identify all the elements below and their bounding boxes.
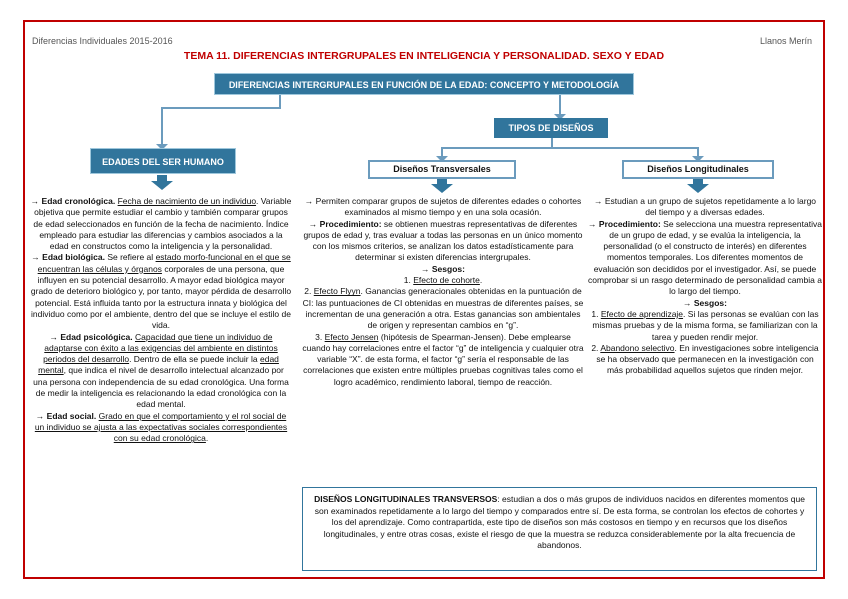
- arrow-icon: →: [421, 263, 430, 274]
- sesgo-abandono: 2. Abandono selectivo. En investigaciones sobre inteligencia se ha observado que permanecen en la investigación con más probabilidad aquellos sujetos que rinden mejor.: [591, 342, 819, 376]
- transversales-sesgos: → Sesgos:: [421, 263, 465, 274]
- edad-psicologica: → Edad psicológica. Capacidad que tiene un individuo de adaptarse con éxito a las exigencias del ambiente en distintos periodos del desarrollo. Dentro de ella se puede incluir la edad mental, que indica el nivel de desarrollo intelectual alcanzado por una persona con independencia de su edad cronológica. Una forma de medir la inteligencia es relacionando la edad cronológica con la edad mental.: [33, 331, 289, 410]
- edad-biologica: → Edad biológica. Se refiere al estado morfo-funcional en el que se encuentran las células y órganos corporales de una persona, que influyen en su potencial desarrollo. A mayor edad biológica mayor grado de deterioro biológico y, por tanto, mayor pérdida de desarrollo potencial. Está influida tanto por la estructura innata y biológica del individuo como por el ambiente, dentro del que se incluye el estilo de vida.: [30, 252, 292, 331]
- sesgo-aprendizaje: 1. Efecto de aprendizaje. Si las personas se evalúan con las mismas pruebas y de la misma forma, se familiarizan con la tarea y pueden rendir mejor.: [591, 308, 819, 342]
- header-course: Diferencias Individuales 2015-2016: [32, 36, 173, 46]
- transversales-column: [302, 196, 584, 388]
- top-concept-box: DIFERENCIAS INTERGRUPALES EN FUNCIÓN DE LA EDAD: CONCEPTO Y METODOLOGÍA: [214, 73, 634, 95]
- longitudinales-transversos-box: DISEÑOS LONGITUDINALES TRANSVERSOS: estudian a dos o más grupos de individuos nacidos en diferentes momentos que son examinados repetidamente a lo largo del tiempo y comparados entre sí. De esta forma, se controlan los efectos de cohortes y los del aprendizaje. Como contrapartida, este tipo de diseños son más costosos en tiempo y en recursos que los diseños longitudinales, y entre otras cosas, existe el riesgo de que la muestra se reduzca considerablemente por la alta frecuencia de abandonos.: [302, 487, 817, 571]
- transversales-box: Diseños Transversales: [368, 160, 516, 179]
- arrow-icon: →: [35, 410, 45, 421]
- edades-column: [30, 196, 292, 445]
- longitudinales-procedimiento: → Procedimiento: Se selecciona una muestra representativa de un grupo de edad, y se evalúa la inteligencia, la personalidad (o el constructo de interés) en diferentes momentos temporales. Los diferentes momentos de evaluación son decididos por el investigador. Así, se puede comprobar si un rasgo determinado de personalidad cambia a lo largo del tiempo.: [588, 218, 822, 297]
- longitudinales-box: Diseños Longitudinales: [622, 160, 774, 179]
- longitudinales-intro: → Estudian a un grupo de sujetos repetidamente a lo largo del tiempo y a diversas edades.: [593, 196, 817, 218]
- sesgo-flyyn: 2. Efecto Flyyn. Ganancias generacionales obtenidas en la puntuación de CI: las puntuaciones de CI obtenidas en muestras de diferentes países, se incrementan de una generación a otra. Estas ganancias son ambientales de origen y representan cambios en “g”.: [302, 286, 584, 331]
- longitudinales-sesgos: → Sesgos:: [683, 297, 727, 308]
- longitudinales-column: [588, 196, 822, 377]
- arrow-icon: →: [683, 297, 692, 308]
- edad-social: → Edad social. Grado en que el comportamiento y el rol social de un individuo se ajusta a las expectativas sociales correspondientes con su edad cronológica.: [34, 410, 288, 444]
- arrow-icon: →: [30, 196, 40, 206]
- arrow-icon: →: [304, 196, 314, 206]
- transversales-procedimiento: → Procedimiento: se obtienen muestras representativas de diferentes grupos de edad y, tras evaluar a todas las personas en un único momento con los mismos criterios, se analizan los datos estadísticamente para determinar si existen diferencias intergrupales.: [303, 218, 583, 263]
- edad-cronologica: → Edad cronológica. Fecha de nacimiento de un individuo. Variable objetiva que permite estudiar el cambio y también comparar grupos de edad seleccionados en función de la fecha de nacimiento. Índice empleado para estudiar las diferencias y cambios asociados a la edad en constructos como la inteligencia y la personalidad.: [30, 196, 292, 252]
- transversales-intro: → Permiten comparar grupos de sujetos de diferentes edades o cohortes examinados al mismo tiempo y en una sola ocasión.: [304, 196, 582, 218]
- arrow-icon: →: [31, 252, 40, 263]
- tipos-disenos-box: TIPOS DE DISEÑOS: [494, 118, 608, 138]
- sesgo-jensen: 3. Efecto Jensen (hipótesis de Spearman-Jensen). Debe emplearse cuando hay correlaciones entre el factor “g” de inteligencia y cualquier otra variable “X”. de esta forma, el factor “g” sería el responsable de las correlaciones que existen entre múltiples pruebas cognitivas tales como el logro académico, rendimiento laboral, tiempo de reacción.: [302, 331, 584, 387]
- edades-box: EDADES DEL SER HUMANO: [90, 148, 236, 174]
- header-author: Llanos Merín: [759, 36, 812, 46]
- arrow-icon: →: [308, 218, 318, 229]
- arrow-icon: →: [49, 331, 58, 342]
- sesgo-cohorte: 1. Efecto de cohorte.: [403, 275, 483, 286]
- arrow-icon: →: [593, 196, 603, 206]
- page-title: TEMA 11. DIFERENCIAS INTERGRUPALES EN INTELIGENCIA Y PERSONALIDAD. SEXO Y EDAD: [183, 50, 665, 62]
- arrow-icon: →: [588, 218, 597, 229]
